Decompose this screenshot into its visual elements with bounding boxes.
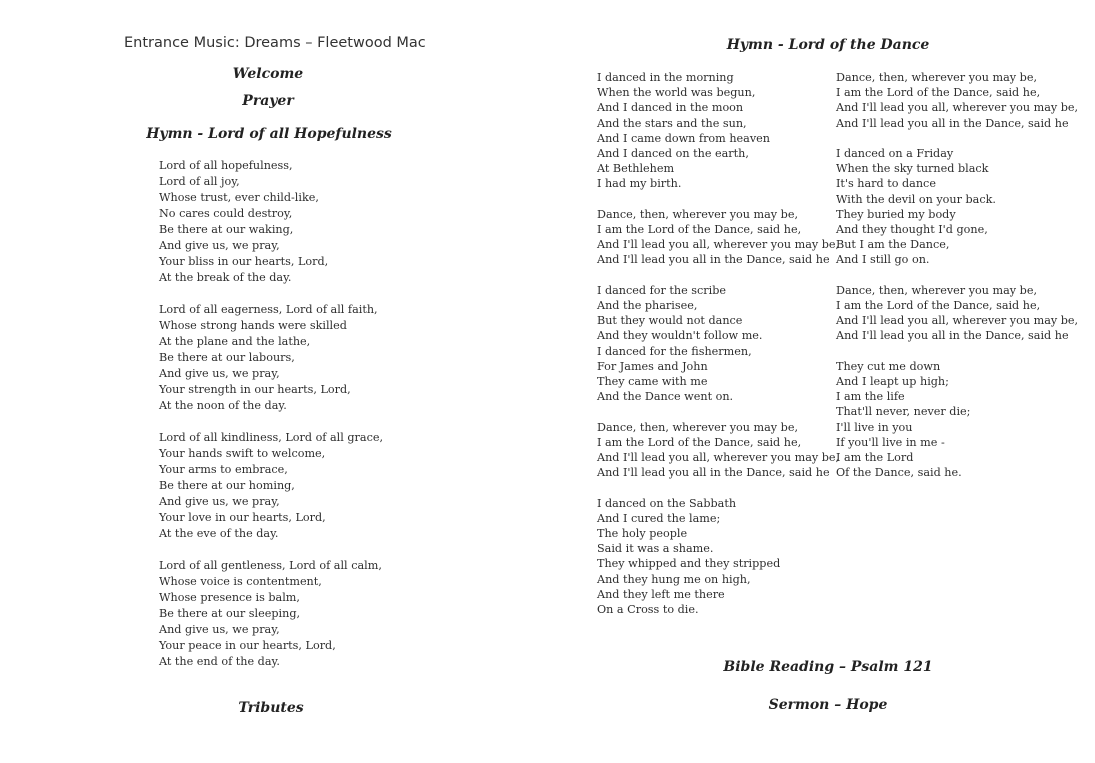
lyric-line: And I'll lead you all in the Dance, said he xyxy=(597,253,830,267)
chorus xyxy=(836,283,1078,344)
lyric-line: And they thought I'd gone, xyxy=(836,223,988,237)
lyric-line: They buried my body xyxy=(836,207,956,221)
lyric-line: At the end of the day. xyxy=(159,655,280,668)
bible-reading-heading: Bible Reading – Psalm 121 xyxy=(723,659,933,675)
verse xyxy=(836,359,1078,481)
lyric-line: I am the Lord of the Dance, said he, xyxy=(836,86,1041,100)
lyric-line: And the Dance went on. xyxy=(597,390,734,404)
verse xyxy=(597,496,839,618)
prayer-heading: Prayer xyxy=(242,93,294,109)
lyric-line: And they left me there xyxy=(597,587,725,601)
hymn-dance-column-1 xyxy=(597,70,839,632)
lyric-line: They whipped and they stripped xyxy=(597,557,781,571)
lyric-line: If you'll live in me - xyxy=(836,435,945,449)
lyric-line: I am the Lord xyxy=(836,451,914,465)
lyric-line: And the pharisee, xyxy=(597,299,698,313)
lyric-line: And I came down from heaven xyxy=(597,131,770,145)
lyric-line: Of the Dance, said he. xyxy=(836,466,962,480)
lyric-line: And I'll lead you all, wherever you may be, xyxy=(836,314,1079,328)
lyric-line: Be there at our waking, xyxy=(159,223,294,236)
lyric-line: Your bliss in our hearts, Lord, xyxy=(159,255,329,268)
lyric-line: And I danced on the earth, xyxy=(597,147,749,161)
lyric-line: Dance, then, wherever you may be, xyxy=(836,283,1038,297)
lyric-line: I danced in the morning xyxy=(597,71,734,84)
lyric-line: And I'll lead you all in the Dance, said he xyxy=(597,466,830,480)
lyric-line: Your strength in our hearts, Lord, xyxy=(159,383,351,396)
lyric-line: Dance, then, wherever you may be, xyxy=(836,71,1038,84)
lyric-line: At Bethlehem xyxy=(597,162,675,176)
lyric-line: For James and John xyxy=(597,359,708,373)
lyric-line: The holy people xyxy=(597,527,688,541)
lyric-line: Whose presence is balm, xyxy=(159,591,300,604)
verse xyxy=(159,430,383,542)
chorus xyxy=(836,70,1078,131)
hymn-dance-column-2 xyxy=(836,70,1078,496)
lyric-line: Lord of all gentleness, Lord of all calm, xyxy=(159,559,382,572)
lyric-line: At the break of the day. xyxy=(159,271,292,284)
lyric-line: And they hung me on high, xyxy=(597,572,751,586)
lyric-line: I danced on a Friday xyxy=(836,147,954,160)
welcome-heading: Welcome xyxy=(232,66,304,82)
lyric-line: And they wouldn't follow me. xyxy=(597,329,763,343)
lyric-line: Your peace in our hearts, Lord, xyxy=(159,639,336,652)
lyric-line: That'll never, never die; xyxy=(836,405,971,419)
lyric-line: And I danced in the moon xyxy=(597,101,744,115)
lyric-line: But they would not dance xyxy=(597,314,743,328)
lyric-line: With the devil on your back. xyxy=(836,192,996,206)
lyric-line: Your love in our hearts, Lord, xyxy=(159,511,326,524)
lyric-line: It's hard to dance xyxy=(836,177,936,191)
lyric-line: Lord of all kindliness, Lord of all grace, xyxy=(159,431,384,444)
lyric-line: I am the Lord of the Dance, said he, xyxy=(597,223,802,237)
lyric-line: Said it was a shame. xyxy=(597,542,714,556)
lyric-line: And I leapt up high; xyxy=(836,375,949,389)
lyric-line: Lord of all eagerness, Lord of all faith, xyxy=(159,303,378,316)
lyric-line: And I'll lead you all in the Dance, said he xyxy=(836,329,1069,343)
lyric-line: Whose trust, ever child-like, xyxy=(159,191,319,204)
lyric-line: When the world was begun, xyxy=(597,86,756,100)
lyric-line: And I'll lead you all, wherever you may be, xyxy=(597,238,840,252)
lyric-line: Whose voice is contentment, xyxy=(159,575,322,588)
lyric-line: I had my birth. xyxy=(597,177,682,191)
hymn-dance-title: Hymn - Lord of the Dance xyxy=(726,37,930,53)
lyric-line: I danced for the fishermen, xyxy=(597,344,752,358)
lyric-line: Lord of all joy, xyxy=(159,175,240,188)
lyric-line: And give us, we pray, xyxy=(159,495,280,508)
lyric-line: They came with me xyxy=(597,375,708,389)
lyric-line: Dance, then, wherever you may be, xyxy=(597,207,799,221)
verse xyxy=(597,283,839,405)
lyric-line: They cut me down xyxy=(836,359,941,373)
lyric-line: Dance, then, wherever you may be, xyxy=(597,420,799,434)
lyric-line: Be there at our sleeping, xyxy=(159,607,301,620)
lyric-line: And I'll lead you all, wherever you may be, xyxy=(836,101,1079,115)
lyric-line: And I'll lead you all in the Dance, said he xyxy=(836,116,1069,130)
lyric-line: And I still go on. xyxy=(836,253,930,267)
lyric-line: When the sky turned black xyxy=(836,162,989,176)
lyric-line: I am the life xyxy=(836,390,905,404)
lyric-line: Whose strong hands were skilled xyxy=(159,319,347,332)
verse xyxy=(159,558,383,670)
chorus xyxy=(597,207,839,268)
lyric-line: Lord of all hopefulness, xyxy=(159,159,293,172)
lyric-line: And give us, we pray, xyxy=(159,623,280,636)
lyric-line: And I cured the lame; xyxy=(597,511,721,525)
verse xyxy=(159,302,383,414)
lyric-line: I danced for the scribe xyxy=(597,283,726,297)
tributes-heading: Tributes xyxy=(238,700,304,716)
verse xyxy=(836,146,1078,268)
sermon-heading: Sermon – Hope xyxy=(768,697,888,713)
lyric-line: On a Cross to die. xyxy=(597,603,699,617)
lyric-line: And give us, we pray, xyxy=(159,367,280,380)
verse xyxy=(159,158,383,286)
lyric-line: I am the Lord of the Dance, said he, xyxy=(836,299,1041,313)
lyric-line: Be there at our labours, xyxy=(159,351,295,364)
lyric-line: At the eve of the day. xyxy=(159,527,279,540)
lyric-line: Be there at our homing, xyxy=(159,479,295,492)
entrance-music: Entrance Music: Dreams – Fleetwood Mac xyxy=(124,35,426,51)
lyric-line: I danced on the Sabbath xyxy=(597,496,737,510)
lyric-line: And give us, we pray, xyxy=(159,239,280,252)
lyric-line: I am the Lord of the Dance, said he, xyxy=(597,435,802,449)
hymn-hopefulness-title: Hymn - Lord of all Hopefulness xyxy=(146,126,392,142)
lyric-line: At the plane and the lathe, xyxy=(159,335,311,348)
lyric-line: I'll live in you xyxy=(836,420,913,434)
lyric-line: Your hands swift to welcome, xyxy=(159,447,326,460)
hymn-hopefulness-lyrics xyxy=(159,158,383,686)
chorus xyxy=(597,420,839,481)
verse xyxy=(597,70,839,192)
lyric-line: But I am the Dance, xyxy=(836,238,950,252)
lyric-line: And I'll lead you all, wherever you may be, xyxy=(597,451,840,465)
lyric-line: And the stars and the sun, xyxy=(597,116,747,130)
lyric-line: At the noon of the day. xyxy=(159,399,287,412)
lyric-line: No cares could destroy, xyxy=(159,207,293,220)
lyric-line: Your arms to embrace, xyxy=(159,463,288,476)
